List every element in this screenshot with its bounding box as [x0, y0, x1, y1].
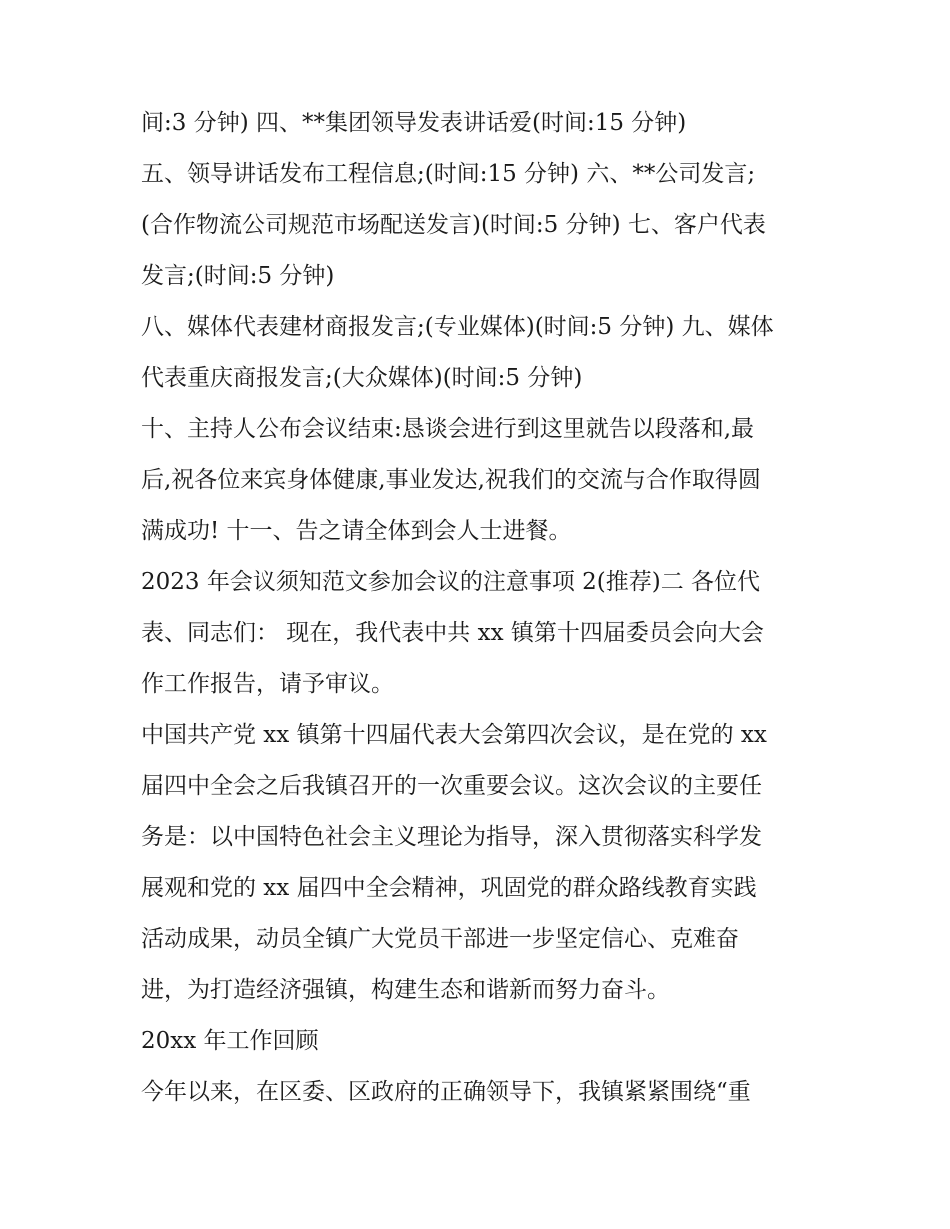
- text-line: 展观和党的 xx 届四中全会精神，巩固党的群众路线教育实践: [141, 875, 757, 901]
- text-line: 五、领导讲话发布工程信息;(时间:15 分钟) 六、**公司发言;: [141, 161, 756, 187]
- text-line: 务是：以中国特色社会主义理论为指导，深入贯彻落实科学发: [141, 824, 762, 850]
- text-line: (合作物流公司规范市场配送发言)(时间:5 分钟) 七、客户代表: [141, 212, 766, 238]
- text-line: 八、媒体代表建材商报发言;(专业媒体)(时间:5 分钟) 九、媒体: [141, 314, 774, 340]
- text-line: 作工作报告，请予审议。: [141, 671, 394, 697]
- text-line: 进，为打造经济强镇，构建生态和谐新而努力奋斗。: [141, 977, 670, 1003]
- text-line: 十、主持人公布会议结束:恳谈会进行到这里就告以段落和,最: [141, 416, 755, 442]
- text-line: 表、同志们： 现在，我代表中共 xx 镇第十四届委员会向大会: [141, 620, 764, 646]
- text-line: 满成功! 十一、告之请全体到会人士进餐。: [141, 518, 572, 544]
- section-heading: 20xx 年工作回顾: [141, 1028, 319, 1054]
- text-line: 后,祝各位来宾身体健康,事业发达,祝我们的交流与合作取得圆: [141, 467, 761, 493]
- text-line: 活动成果，动员全镇广大党员干部进一步坚定信心、克难奋: [141, 926, 739, 952]
- text-line: 代表重庆商报发言;(大众媒体)(时间:5 分钟): [141, 365, 583, 391]
- text-line: 中国共产党 xx 镇第十四届代表大会第四次会议，是在党的 xx: [141, 722, 767, 748]
- text-line: 发言;(时间:5 分钟): [141, 263, 335, 289]
- text-line: 间:3 分钟) 四、**集团领导发表讲话爱(时间:15 分钟): [141, 110, 687, 136]
- text-line: 今年以来，在区委、区政府的正确领导下，我镇紧紧围绕“重: [141, 1079, 751, 1105]
- text-line: 届四中全会之后我镇召开的一次重要会议。这次会议的主要任: [141, 773, 762, 799]
- text-line: 2023 年会议须知范文参加会议的注意事项 2(推荐)二 各位代: [141, 569, 761, 595]
